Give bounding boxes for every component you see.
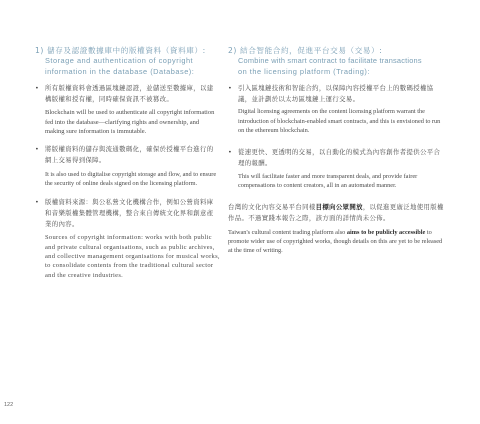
section-1-heading-en-line-1: Storage and authentication of copyright <box>45 56 194 65</box>
section-1-bullet-2-zh-text: 將版權資料的儲存與流通數碼化，確保於授權平台進行的網上交易得到保障。 <box>45 145 214 164</box>
bullet-mark: • <box>35 198 40 207</box>
section-1-heading-zh: 1) 儲存及認證數據庫中的版權資料（資料庫）: <box>35 46 206 55</box>
taiwan-paragraph-en-bold: aims to be publicly accessible <box>346 228 426 236</box>
page-number: 122 <box>4 402 14 408</box>
section-1-bullet-3-zh-text: 版權資料來源：與公私營文化機構合作，例如公營資料庫和音樂版權集體管理機構，整合來自傳統文化界和創意產業的內容。 <box>45 198 214 228</box>
taiwan-paragraph-zh <box>228 202 444 223</box>
bullet-mark: • <box>228 148 233 157</box>
section-1-bullet-1-en: Blockchain will be used to authenticate all copyright information fed into the database—clarifying rights and ownership, and making sure information is immutable. <box>45 109 215 135</box>
section-2-bullet-2-zh <box>228 147 444 168</box>
taiwan-paragraph-en-pre: Taiwan's cultural content trading platform also <box>228 228 347 236</box>
section-2-bullet-1-en: Digital licensing agreements on the content licensing platform warrant the introduction of blockchain-enabled smart contracts, and this is envisioned to run on the ethereum blockchain. <box>238 108 441 134</box>
taiwan-paragraph-en <box>228 228 444 256</box>
taiwan-paragraph-zh-pre: 台灣的文化內容交易平台同樣 <box>228 203 316 212</box>
bullet-mark: • <box>35 84 40 92</box>
taiwan-paragraph-zh-post: ，以促進更廣泛地使用版權作品。不過實踐本報告之際，該方面的詳情尚未公佈。 <box>228 203 444 222</box>
section-2-bullet-1-zh-text: 引入區塊鏈技術和智能合約，以保障內容授權平台上的數碼授權協議，並計劃於以太坊區塊鏈上運行交易。 <box>238 84 434 103</box>
section-1-heading-en-line-2: information in the database (Database): <box>45 66 195 76</box>
section-2-heading-en-line-1: Combine with smart contract to facilitate transactions <box>238 56 422 65</box>
section-2-heading-en-line-2: on the licensing platform (Trading): <box>238 66 370 76</box>
taiwan-paragraph-en-post: to promote wider use of copyrighted works, though details on this are yet to be released at the time of writing. <box>228 228 443 255</box>
left-column <box>35 45 220 280</box>
section-1-bullet-3-zh <box>35 197 220 229</box>
bullet-mark: • <box>228 84 233 92</box>
section-1-bullet-2-zh <box>35 144 220 165</box>
section-1-bullet-3-en: Sources of copyright information: works with both public and private cultural organisations, such as public archives, and collective management organisations for musical works, to consolidate contents from the traditional cultural sector and the creative industries. <box>45 234 220 279</box>
section-1-bullet-1-zh <box>35 83 220 104</box>
section-1-bullet-2-en: It is also used to digitalise copyright storage and flow, and to ensure the security of online deals signed on the licensing platform. <box>45 170 217 187</box>
bullet-mark: • <box>35 145 40 154</box>
section-1-bullet-1-zh-text: 所有版權資料會透過區塊鏈認證，並儲送至數據庫，以建構版權和授有權，同時確保資訊不被篡改。 <box>45 84 214 103</box>
section-2-bullet-1-zh <box>228 83 444 104</box>
section-2-heading-zh: 2) 結合智能合約，促進平台交易（交易）: <box>228 46 383 55</box>
taiwan-paragraph-zh-bold: 目標向公眾開放 <box>315 203 363 212</box>
right-column <box>228 45 444 256</box>
section-2-bullet-2-zh-text: 從速更快、更透明的交易，以自動化的模式為內容創作者提供公平合理的報酬。 <box>238 148 441 167</box>
section-2-bullet-2-en: This will facilitate faster and more transparent deals, and provide fairer compensations to content creators, all in an automated manner. <box>238 172 418 189</box>
